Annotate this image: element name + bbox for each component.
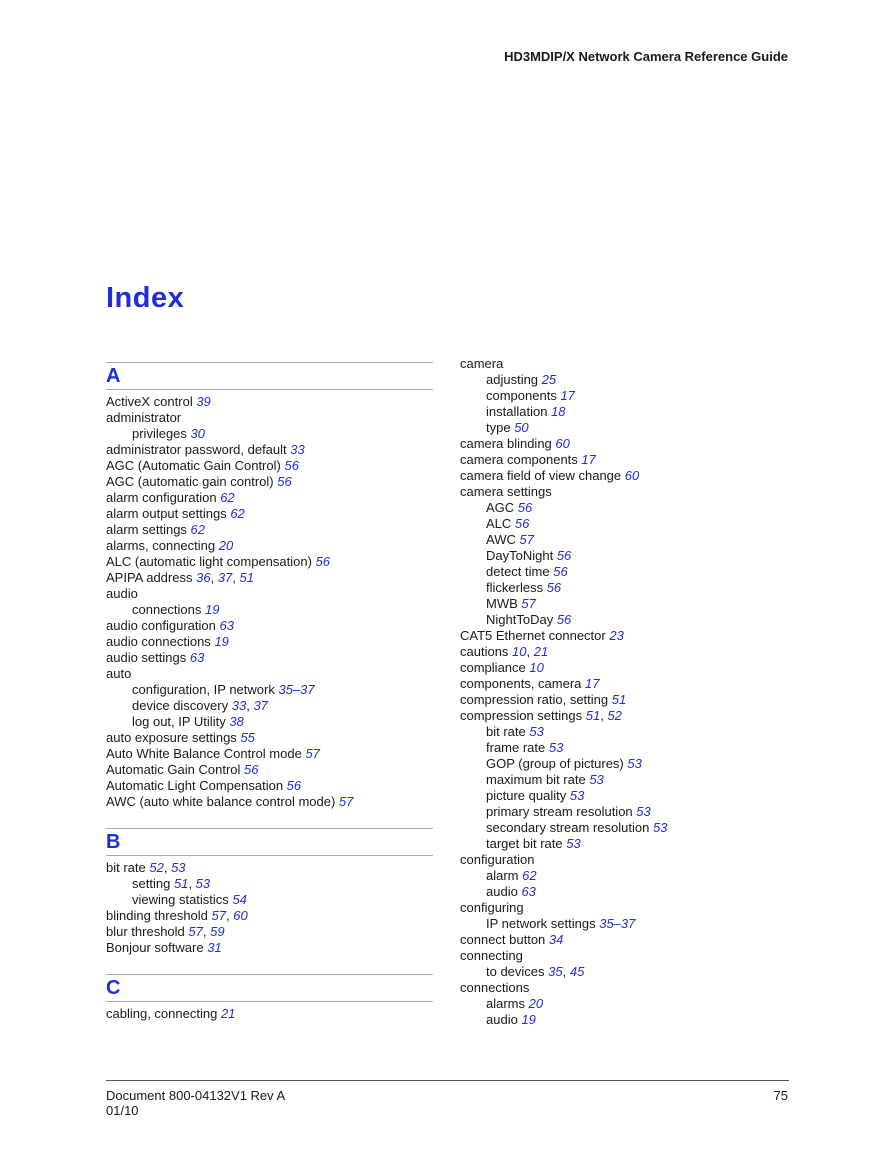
page-reference-link[interactable]: 56: [277, 474, 292, 489]
page-reference-link[interactable]: 35: [548, 964, 563, 979]
page-reference-link[interactable]: 53: [652, 820, 668, 835]
index-subentry: [460, 516, 790, 532]
index-entry: [460, 948, 790, 964]
index-term: AGC (Automatic Gain Control): [106, 458, 281, 473]
index-entry: [460, 356, 790, 372]
index-term: connecting: [460, 948, 523, 963]
index-term: audio connections: [106, 634, 211, 649]
index-subentry: to devices 35, 45: [486, 964, 585, 979]
page-reference-link[interactable]: 56: [556, 548, 572, 563]
page-reference-link[interactable]: 63: [521, 884, 536, 899]
document-number: Document 800-04132V1 Rev A: [106, 1088, 286, 1103]
index-entry: [460, 468, 790, 484]
page-reference-link[interactable]: 31: [207, 940, 222, 955]
index-term: audio settings: [106, 650, 187, 665]
index-subentry: [460, 868, 790, 884]
index-subentry: [460, 836, 790, 852]
index-entry: [106, 778, 433, 794]
index-term: configuration: [460, 852, 535, 867]
page-reference-link[interactable]: 63: [219, 618, 234, 633]
index-subentry: [106, 714, 433, 730]
index-term: device discovery: [132, 698, 229, 713]
index-term: alarm configuration: [106, 490, 217, 505]
page-reference-link[interactable]: 21: [220, 1006, 236, 1021]
index-entry: [460, 932, 790, 948]
index-term: camera field of view change: [460, 468, 622, 483]
index-subentry: [460, 916, 790, 932]
index-subentry: [460, 596, 790, 612]
index-entry: blinding threshold 57, 60: [106, 908, 248, 923]
page-reference-link[interactable]: 62: [230, 506, 245, 521]
index-term: MWB: [486, 596, 518, 611]
index-entry: [106, 442, 433, 458]
index-term: administrator password, default: [106, 442, 287, 457]
index-subentry: [460, 772, 790, 788]
index-term: GOP (group of pictures): [486, 756, 624, 771]
index-entry: [106, 586, 433, 602]
page-reference-link[interactable]: 59: [210, 924, 225, 939]
index-entry: [106, 618, 433, 634]
index-term: log out, IP Utility: [132, 714, 226, 729]
page-reference-link[interactable]: 56: [286, 778, 302, 793]
index-entry: [106, 666, 433, 682]
page-reference-link[interactable]: 38: [229, 714, 244, 729]
index-term: connect button: [460, 932, 546, 947]
index-term: AWC (auto white balance control mode): [106, 794, 336, 809]
index-subentry: [460, 404, 790, 420]
index-term: Auto White Balance Control mode: [106, 746, 302, 761]
index-section: [106, 828, 433, 956]
section-letter-heading: C: [106, 974, 433, 1002]
page-reference-link[interactable]: 33: [231, 698, 247, 713]
page-reference-link[interactable]: 51: [173, 876, 189, 891]
index-term: flickerless: [486, 580, 544, 595]
index-entry: [460, 852, 790, 868]
index-entry: [460, 452, 790, 468]
index-entry: [106, 794, 433, 810]
index-entry: [460, 436, 790, 452]
index-entry: [460, 692, 790, 708]
index-entry: [460, 484, 790, 500]
index-left-column: [106, 356, 433, 1040]
document-date: 01/10: [106, 1103, 139, 1118]
index-entry: [106, 522, 433, 538]
index-entry: compression settings 51, 52: [460, 708, 622, 723]
index-entry: [460, 900, 790, 916]
index-entry: [106, 746, 433, 762]
index-term: ActiveX control: [106, 394, 193, 409]
page-reference-link[interactable]: 52: [149, 860, 164, 875]
index-term: maximum bit rate: [486, 772, 586, 787]
index-term: to devices: [486, 964, 545, 979]
footer-divider: [106, 1080, 789, 1081]
running-header: HD3MDIP/X Network Camera Reference Guide: [504, 49, 788, 64]
index-subentry: [460, 500, 790, 516]
page-reference-link[interactable]: 36: [196, 570, 211, 585]
index-term: auto: [106, 666, 132, 681]
index-term: audio: [486, 884, 518, 899]
index-entry: [106, 474, 433, 490]
page-reference-link[interactable]: 53: [636, 804, 651, 819]
index-term: connections: [132, 602, 202, 617]
page-reference-link[interactable]: 63: [189, 650, 205, 665]
page-reference-link[interactable]: 17: [585, 676, 600, 691]
index-entry: [460, 628, 790, 644]
page-reference-link[interactable]: 51: [585, 708, 601, 723]
page-reference-link[interactable]: 37: [217, 570, 233, 585]
page-reference-link[interactable]: 60: [555, 436, 570, 451]
index-term: alarm output settings: [106, 506, 227, 521]
index-term: detect time: [486, 564, 550, 579]
page-reference-link[interactable]: 19: [214, 634, 229, 649]
index-subentry: [460, 388, 790, 404]
index-term: camera blinding: [460, 436, 552, 451]
page-reference-link[interactable]: 60: [233, 908, 248, 923]
index-entry: [106, 554, 433, 570]
index-term: alarms: [486, 996, 526, 1011]
index-term: camera: [460, 356, 504, 371]
index-subentry: [106, 892, 433, 908]
page-reference-link[interactable]: 56: [546, 580, 562, 595]
index-entry: [106, 394, 433, 410]
page-reference-link[interactable]: 35–37: [599, 916, 636, 931]
index-term: bit rate: [106, 860, 146, 875]
index-term: administrator: [106, 410, 182, 425]
index-subentry: [460, 532, 790, 548]
index-term: compression ratio, setting: [460, 692, 609, 707]
index-entry: [106, 1006, 433, 1022]
page-number: 75: [773, 1088, 788, 1103]
index-subentry: [460, 564, 790, 580]
page-reference-link[interactable]: 57: [338, 794, 354, 809]
page-reference-link[interactable]: 53: [627, 756, 642, 771]
page-reference-link[interactable]: 17: [560, 388, 575, 403]
index-term: picture quality: [486, 788, 567, 803]
page-reference-link[interactable]: 62: [220, 490, 235, 505]
page-reference-link[interactable]: 53: [529, 724, 544, 739]
index-subentry: [460, 788, 790, 804]
index-entry: [460, 980, 790, 996]
page-reference-link[interactable]: 54: [232, 892, 247, 907]
index-subentry: [460, 996, 790, 1012]
page-reference-link[interactable]: 56: [284, 458, 299, 473]
index-subentry: [106, 602, 433, 618]
page-reference-link[interactable]: 20: [528, 996, 544, 1011]
index-subentry: [460, 372, 790, 388]
index-term: alarms, connecting: [106, 538, 216, 553]
index-term: alarm: [486, 868, 519, 883]
page-reference-link[interactable]: 53: [566, 836, 581, 851]
index-entry: [106, 634, 433, 650]
index-term: audio: [486, 1012, 518, 1027]
page-reference-link[interactable]: 55: [240, 730, 255, 745]
index-entry: [106, 458, 433, 474]
page-reference-link[interactable]: 56: [244, 762, 259, 777]
index-term: APIPA address: [106, 570, 193, 585]
index-term: compression settings: [460, 708, 583, 723]
page-reference-link[interactable]: 20: [218, 538, 234, 553]
index-entry: [106, 538, 433, 554]
index-term: cabling, connecting: [106, 1006, 218, 1021]
page-reference-link[interactable]: 25: [541, 372, 557, 387]
index-term: alarm settings: [106, 522, 187, 537]
page-reference-link[interactable]: 33: [290, 442, 305, 457]
page-reference-link[interactable]: 19: [521, 1012, 536, 1027]
index-term: connections: [460, 980, 530, 995]
index-term: audio configuration: [106, 618, 216, 633]
index-entry: blur threshold 57, 59: [106, 924, 225, 939]
page-reference-link[interactable]: 53: [548, 740, 564, 755]
index-term: camera components: [460, 452, 578, 467]
index-subentry: [460, 548, 790, 564]
page-reference-link[interactable]: 53: [569, 788, 585, 803]
index-subentry: [106, 426, 433, 442]
page-reference-link[interactable]: 23: [609, 628, 624, 643]
index-subentry: [460, 1012, 790, 1028]
index-term: cautions: [460, 644, 509, 659]
page-reference-link[interactable]: 39: [196, 394, 211, 409]
page-reference-link[interactable]: 18: [551, 404, 566, 419]
page-reference-link[interactable]: 56: [517, 500, 533, 515]
index-term: audio: [106, 586, 138, 601]
index-term: AGC (automatic gain control): [106, 474, 274, 489]
page-reference-link[interactable]: 30: [190, 426, 206, 441]
page-reference-link[interactable]: 21: [533, 644, 549, 659]
index-entry: [460, 676, 790, 692]
index-subentry: setting 51, 53: [132, 876, 211, 891]
page-reference-link[interactable]: 17: [581, 452, 596, 467]
index-entry: cautions 10, 21: [460, 644, 549, 659]
index-term: bit rate: [486, 724, 526, 739]
page-reference-link[interactable]: 53: [195, 876, 211, 891]
page-reference-link[interactable]: 53: [589, 772, 604, 787]
index-term: Automatic Gain Control: [106, 762, 241, 777]
index-subentry: [460, 612, 790, 628]
section-letter-heading: A: [106, 362, 433, 390]
index-term: NightToDay: [486, 612, 554, 627]
index-term: IP network settings: [486, 916, 596, 931]
index-term: adjusting: [486, 372, 539, 387]
page-reference-link[interactable]: 51: [611, 692, 627, 707]
index-term: blinding threshold: [106, 908, 208, 923]
page-reference-link[interactable]: 56: [514, 516, 530, 531]
page-reference-link[interactable]: 57: [521, 596, 536, 611]
page-reference-link[interactable]: 62: [522, 868, 537, 883]
page-title: Index: [106, 282, 185, 314]
page-reference-link[interactable]: 19: [205, 602, 220, 617]
index-term: ALC: [486, 516, 512, 531]
index-term: secondary stream resolution: [486, 820, 650, 835]
page-reference-link[interactable]: 57: [305, 746, 320, 761]
index-entry: [106, 506, 433, 522]
index-subentry: [106, 682, 433, 698]
index-term: viewing statistics: [132, 892, 229, 907]
footer-document-info: [106, 1088, 285, 1118]
index-term: installation: [486, 404, 548, 419]
page-reference-link[interactable]: 57: [211, 908, 226, 923]
page-reference-link[interactable]: 56: [315, 554, 331, 569]
page-reference-link[interactable]: 51: [239, 570, 254, 585]
page-reference-link[interactable]: 35–37: [278, 682, 315, 697]
page-reference-link[interactable]: 10: [529, 660, 544, 675]
index-subentry: [460, 884, 790, 900]
page-reference-link[interactable]: 52: [607, 708, 622, 723]
index-term: type: [486, 420, 511, 435]
index-subentry: [460, 724, 790, 740]
index-subentry: device discovery 33, 37: [132, 698, 268, 713]
page-reference-link[interactable]: 10: [512, 644, 527, 659]
index-subentry: [460, 740, 790, 756]
index-subentry: [460, 804, 790, 820]
index-subentry: [460, 420, 790, 436]
index-entry: [106, 730, 433, 746]
index-term: ALC (automatic light compensation): [106, 554, 312, 569]
page-reference-link[interactable]: 57: [519, 532, 534, 547]
index-term: Automatic Light Compensation: [106, 778, 284, 793]
index-term: setting: [132, 876, 171, 891]
index-term: compliance: [460, 660, 526, 675]
index-entry: [106, 410, 433, 426]
page-reference-link[interactable]: 56: [553, 564, 568, 579]
page-reference-link[interactable]: 56: [556, 612, 572, 627]
index-term: primary stream resolution: [486, 804, 633, 819]
index-term: components, camera: [460, 676, 582, 691]
page-reference-link[interactable]: 53: [171, 860, 186, 875]
page-reference-link[interactable]: 34: [548, 932, 564, 947]
index-subentry: [460, 580, 790, 596]
page-reference-link[interactable]: 37: [253, 698, 268, 713]
index-term: AWC: [486, 532, 516, 547]
index-entry: [460, 660, 790, 676]
index-term: configuration, IP network: [132, 682, 275, 697]
index-right-column: [460, 356, 790, 1028]
index-term: target bit rate: [486, 836, 563, 851]
index-entry: [106, 490, 433, 506]
section-letter-heading: B: [106, 828, 433, 856]
index-term: blur threshold: [106, 924, 185, 939]
page-reference-link[interactable]: 45: [569, 964, 585, 979]
index-entry: bit rate 52, 53: [106, 860, 186, 875]
index-term: AGC: [486, 500, 515, 515]
index-subentry: [460, 820, 790, 836]
index-term: frame rate: [486, 740, 546, 755]
index-section: [106, 362, 433, 810]
index-term: configuring: [460, 900, 524, 915]
page-reference-link[interactable]: 62: [190, 522, 206, 537]
page-reference-link[interactable]: 50: [514, 420, 529, 435]
index-entry: [106, 762, 433, 778]
page-reference-link[interactable]: 60: [624, 468, 640, 483]
page-reference-link[interactable]: 57: [188, 924, 203, 939]
index-term: Bonjour software: [106, 940, 204, 955]
index-term: camera settings: [460, 484, 552, 499]
index-term: CAT5 Ethernet connector: [460, 628, 606, 643]
index-term: privileges: [132, 426, 187, 441]
index-entry: [106, 650, 433, 666]
index-subentry: [460, 756, 790, 772]
index-term: DayToNight: [486, 548, 554, 563]
index-term: components: [486, 388, 557, 403]
index-entry: [106, 940, 433, 956]
index-section: [106, 974, 433, 1022]
index-term: auto exposure settings: [106, 730, 237, 745]
index-entry: APIPA address 36, 37, 51: [106, 570, 254, 585]
